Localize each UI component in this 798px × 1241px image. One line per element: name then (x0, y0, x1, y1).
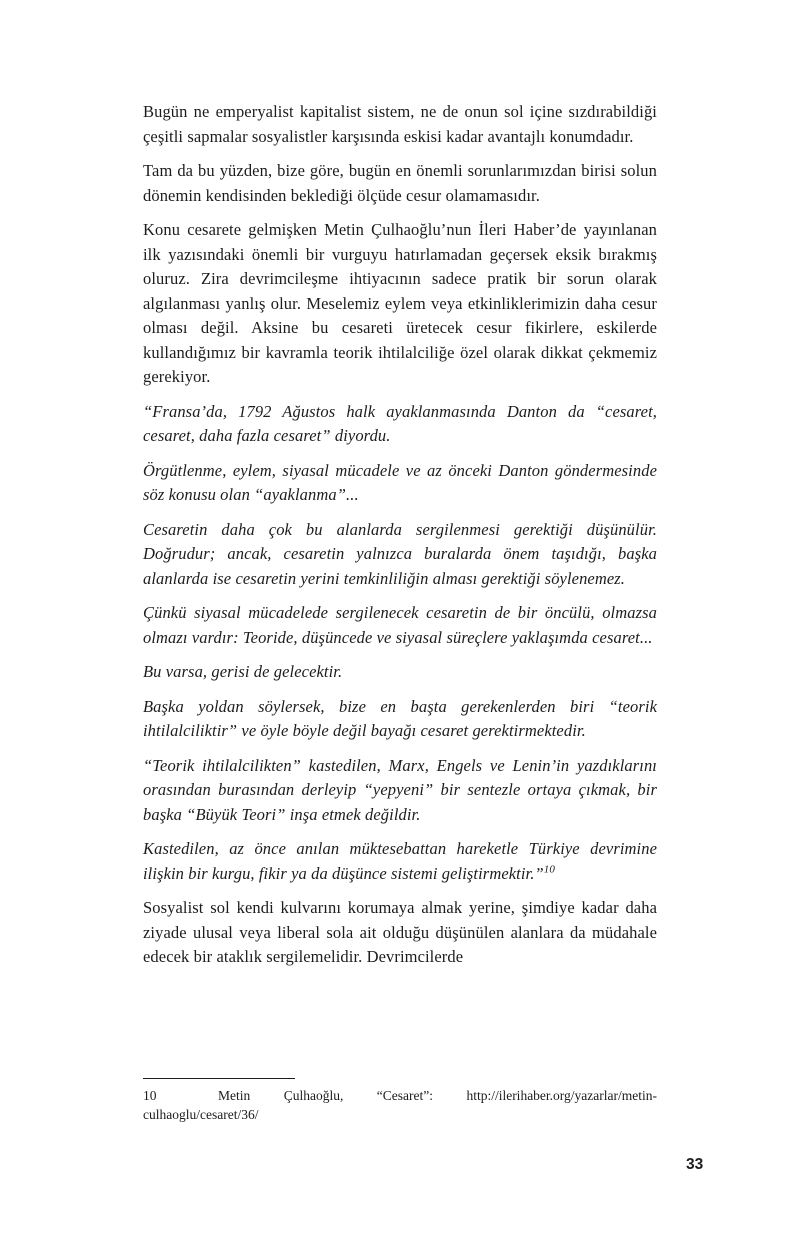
quote-paragraph: Örgütlenme, eylem, siyasal mücadele ve az önceki Danton göndermesinde söz konusu olan “ayaklanma”... (143, 460, 657, 504)
body-paragraph: Tam da bu yüzden, bize göre, bugün en önemli sorunlarımızdan birisi solun dönemin kendisinden beklediği ölçüde cesur olamamasıdır. (143, 161, 657, 205)
quote-paragraph: Çünkü siyasal mücadelede sergilenecek cesaretin de bir öncülü, olmazsa olmazı vardır: Teoride, düşüncede ve siyasal süreçlere yaklaşımda cesaret... (143, 603, 657, 647)
footnote-marker: 10 (543, 863, 555, 875)
footnote-text: Metin Çulhaoğlu, “Cesaret”: http://ilerihaber.org/yazarlar/metin-culhaoglu/cesaret/36/ (143, 1088, 657, 1122)
body-text-block (143, 100, 657, 980)
quote-paragraph: “Fransa’da, 1792 Ağustos halk ayaklanmasında Danton da “cesaret, cesaret, daha fazla cesaret” diyordu. (143, 401, 657, 445)
quote-paragraph: “Teorik ihtilalcilikten” kastedilen, Marx, Engels ve Lenin’in yazdıklarını orasından burasından derleyip “yepyeni” bir sentezle ortaya çıkmak, bir başka “Büyük Teori” inşa etmek değildir. (143, 755, 657, 824)
quote-paragraph: Bu varsa, gerisi de gelecektir. (143, 662, 343, 681)
footnote-area (143, 1078, 657, 1124)
body-paragraph: Sosyalist sol kendi kulvarını korumaya almak yerine, şimdiye kadar daha ziyade ulusal veya liberal sola ait olduğu düşünülen alanlara da müdahale edecek bir ataklık sergilemelidir. Devrimcilerde (143, 898, 657, 966)
quote-paragraph-text: Kastedilen, az önce anılan müktesebattan hareketle Türkiye devrimine ilişkin bir kurgu, fikir ya da düşünce sistemi geliştirmektir.” (143, 839, 657, 883)
quote-paragraph: Başka yoldan söylersek, bize en başta gerekenlerden biri “teorik ihtilalciliktir” ve öyle böyle değil bayağı cesaret gerektirmektedir. (143, 696, 657, 740)
footnote-number: 10 (143, 1088, 157, 1103)
footnote-divider (143, 1078, 295, 1079)
quote-paragraph (143, 837, 657, 886)
quote-paragraph: Cesaretin daha çok bu alanlarda sergilenmesi gerektiği düşünülür. Doğrudur; ancak, cesaretin yalnızca buralarda önem taşıdığı, başka alanlarda ise cesaretin yerini temkinliliğin alması gerektiği söylenemez. (143, 519, 657, 588)
footnote (143, 1086, 657, 1124)
body-paragraph: Bugün ne emperyalist kapitalist sistem, ne de onun sol içine sızdırabildiği çeşitli sapmalar sosyalistler karşısında eskisi kadar avantajlı konumdadır. (143, 102, 657, 146)
body-paragraph: Konu cesarete gelmişken Metin Çulhaoğlu’nun İleri Haber’de yayınlanan ilk yazısındaki önemli bir vurguyu hatırlamadan geçersek eksik bırakmış oluruz. Zira devrimcileşme ihtiyacının sadece pratik bir sorun olarak algılanması yanlış olur. Meselemiz eylem veya etkinliklerimizin daha cesur olması değil. Aksine bu cesareti üretecek cesur fikirlere, eskilerde kullandığımız bir kavramla teorik ihtilalciliğe özel olarak dikkat çekmemiz gerekiyor. (143, 220, 657, 386)
page-number: 33 (686, 1156, 704, 1173)
